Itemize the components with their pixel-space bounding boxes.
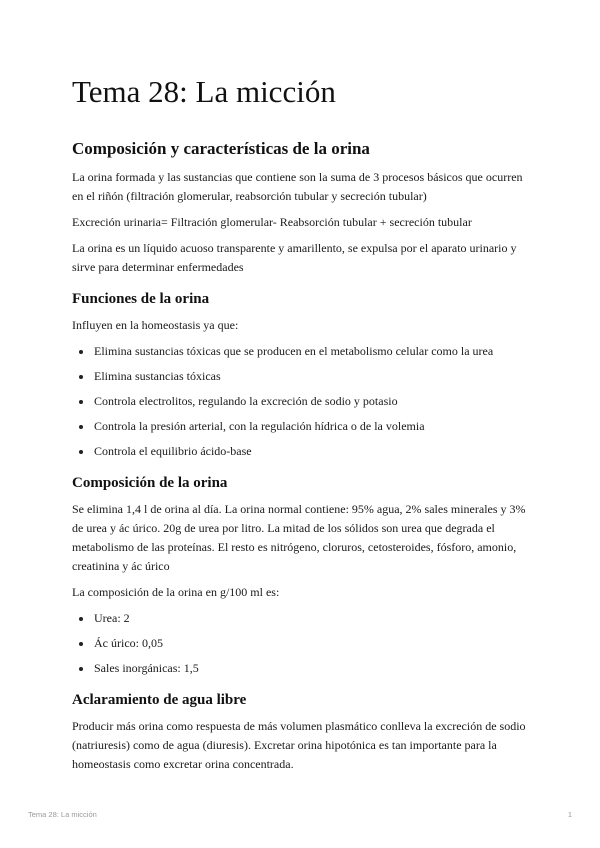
- list-item: Controla la presión arterial, con la regulación hídrica o de la volemia: [94, 417, 532, 436]
- page-footer: [28, 810, 572, 819]
- paragraph: Producir más orina como respuesta de más volumen plasmático conlleva la excreción de sodio (natriuresis) como de agua (diuresis). Excretar orina hipotónica es tan importante para la homeostasis como excretar orina concentrada.: [72, 719, 526, 771]
- list-item: Controla electrolitos, regulando la excreción de sodio y potasio: [94, 392, 532, 411]
- document-page: [72, 74, 532, 781]
- section-heading-composicion-caracteristicas: Composición y características de la orina: [72, 139, 370, 158]
- list-item: Ác úrico: 0,05: [94, 634, 532, 653]
- list-item: Urea: 2: [94, 609, 532, 628]
- page-title: Tema 28: La micción: [72, 74, 336, 109]
- paragraph: La orina es un líquido acuoso transparente y amarillento, se expulsa por el aparato urinario y sirve para determinar enfermedades: [72, 241, 517, 274]
- list-item: Elimina sustancias tóxicas que se producen en el metabolismo celular como la urea: [94, 342, 532, 361]
- list-item: Elimina sustancias tóxicas: [94, 367, 532, 386]
- paragraph: La orina formada y las sustancias que contiene son la suma de 3 procesos básicos que ocurren en el riñón (filtración glomerular, reabsorción tubular y secreción tubular): [72, 170, 523, 203]
- bullet-list-composicion: [72, 609, 532, 678]
- section-heading-funciones: Funciones de la orina: [72, 291, 210, 307]
- paragraph: La composición de la orina en g/100 ml es:: [72, 585, 280, 599]
- section-heading-aclaramiento: Aclaramiento de agua libre: [72, 692, 247, 708]
- page-number: 1: [567, 810, 572, 819]
- bullet-list-funciones: [72, 342, 532, 461]
- list-item: Controla el equilibrio ácido-base: [94, 442, 532, 461]
- paragraph: Influyen en la homeostasis ya que:: [72, 318, 239, 332]
- footer-title: Tema 28: La micción: [28, 810, 97, 819]
- paragraph: Se elimina 1,4 l de orina al día. La orina normal contiene: 95% agua, 2% sales minerales y 3% de urea y ác úrico. 20g de urea por litro. La mitad de los sólidos son urea que degrada el metabolismo de las proteínas. El resto es nitrógeno, cloruros, cetosteroides, fósforo, amonio, creatinina y ác úrico: [72, 502, 526, 573]
- paragraph: Excreción urinaria= Filtración glomerular- Reabsorción tubular + secreción tubular: [72, 215, 472, 229]
- section-heading-composicion: Composición de la orina: [72, 475, 228, 491]
- list-item: Sales inorgánicas: 1,5: [94, 659, 532, 678]
